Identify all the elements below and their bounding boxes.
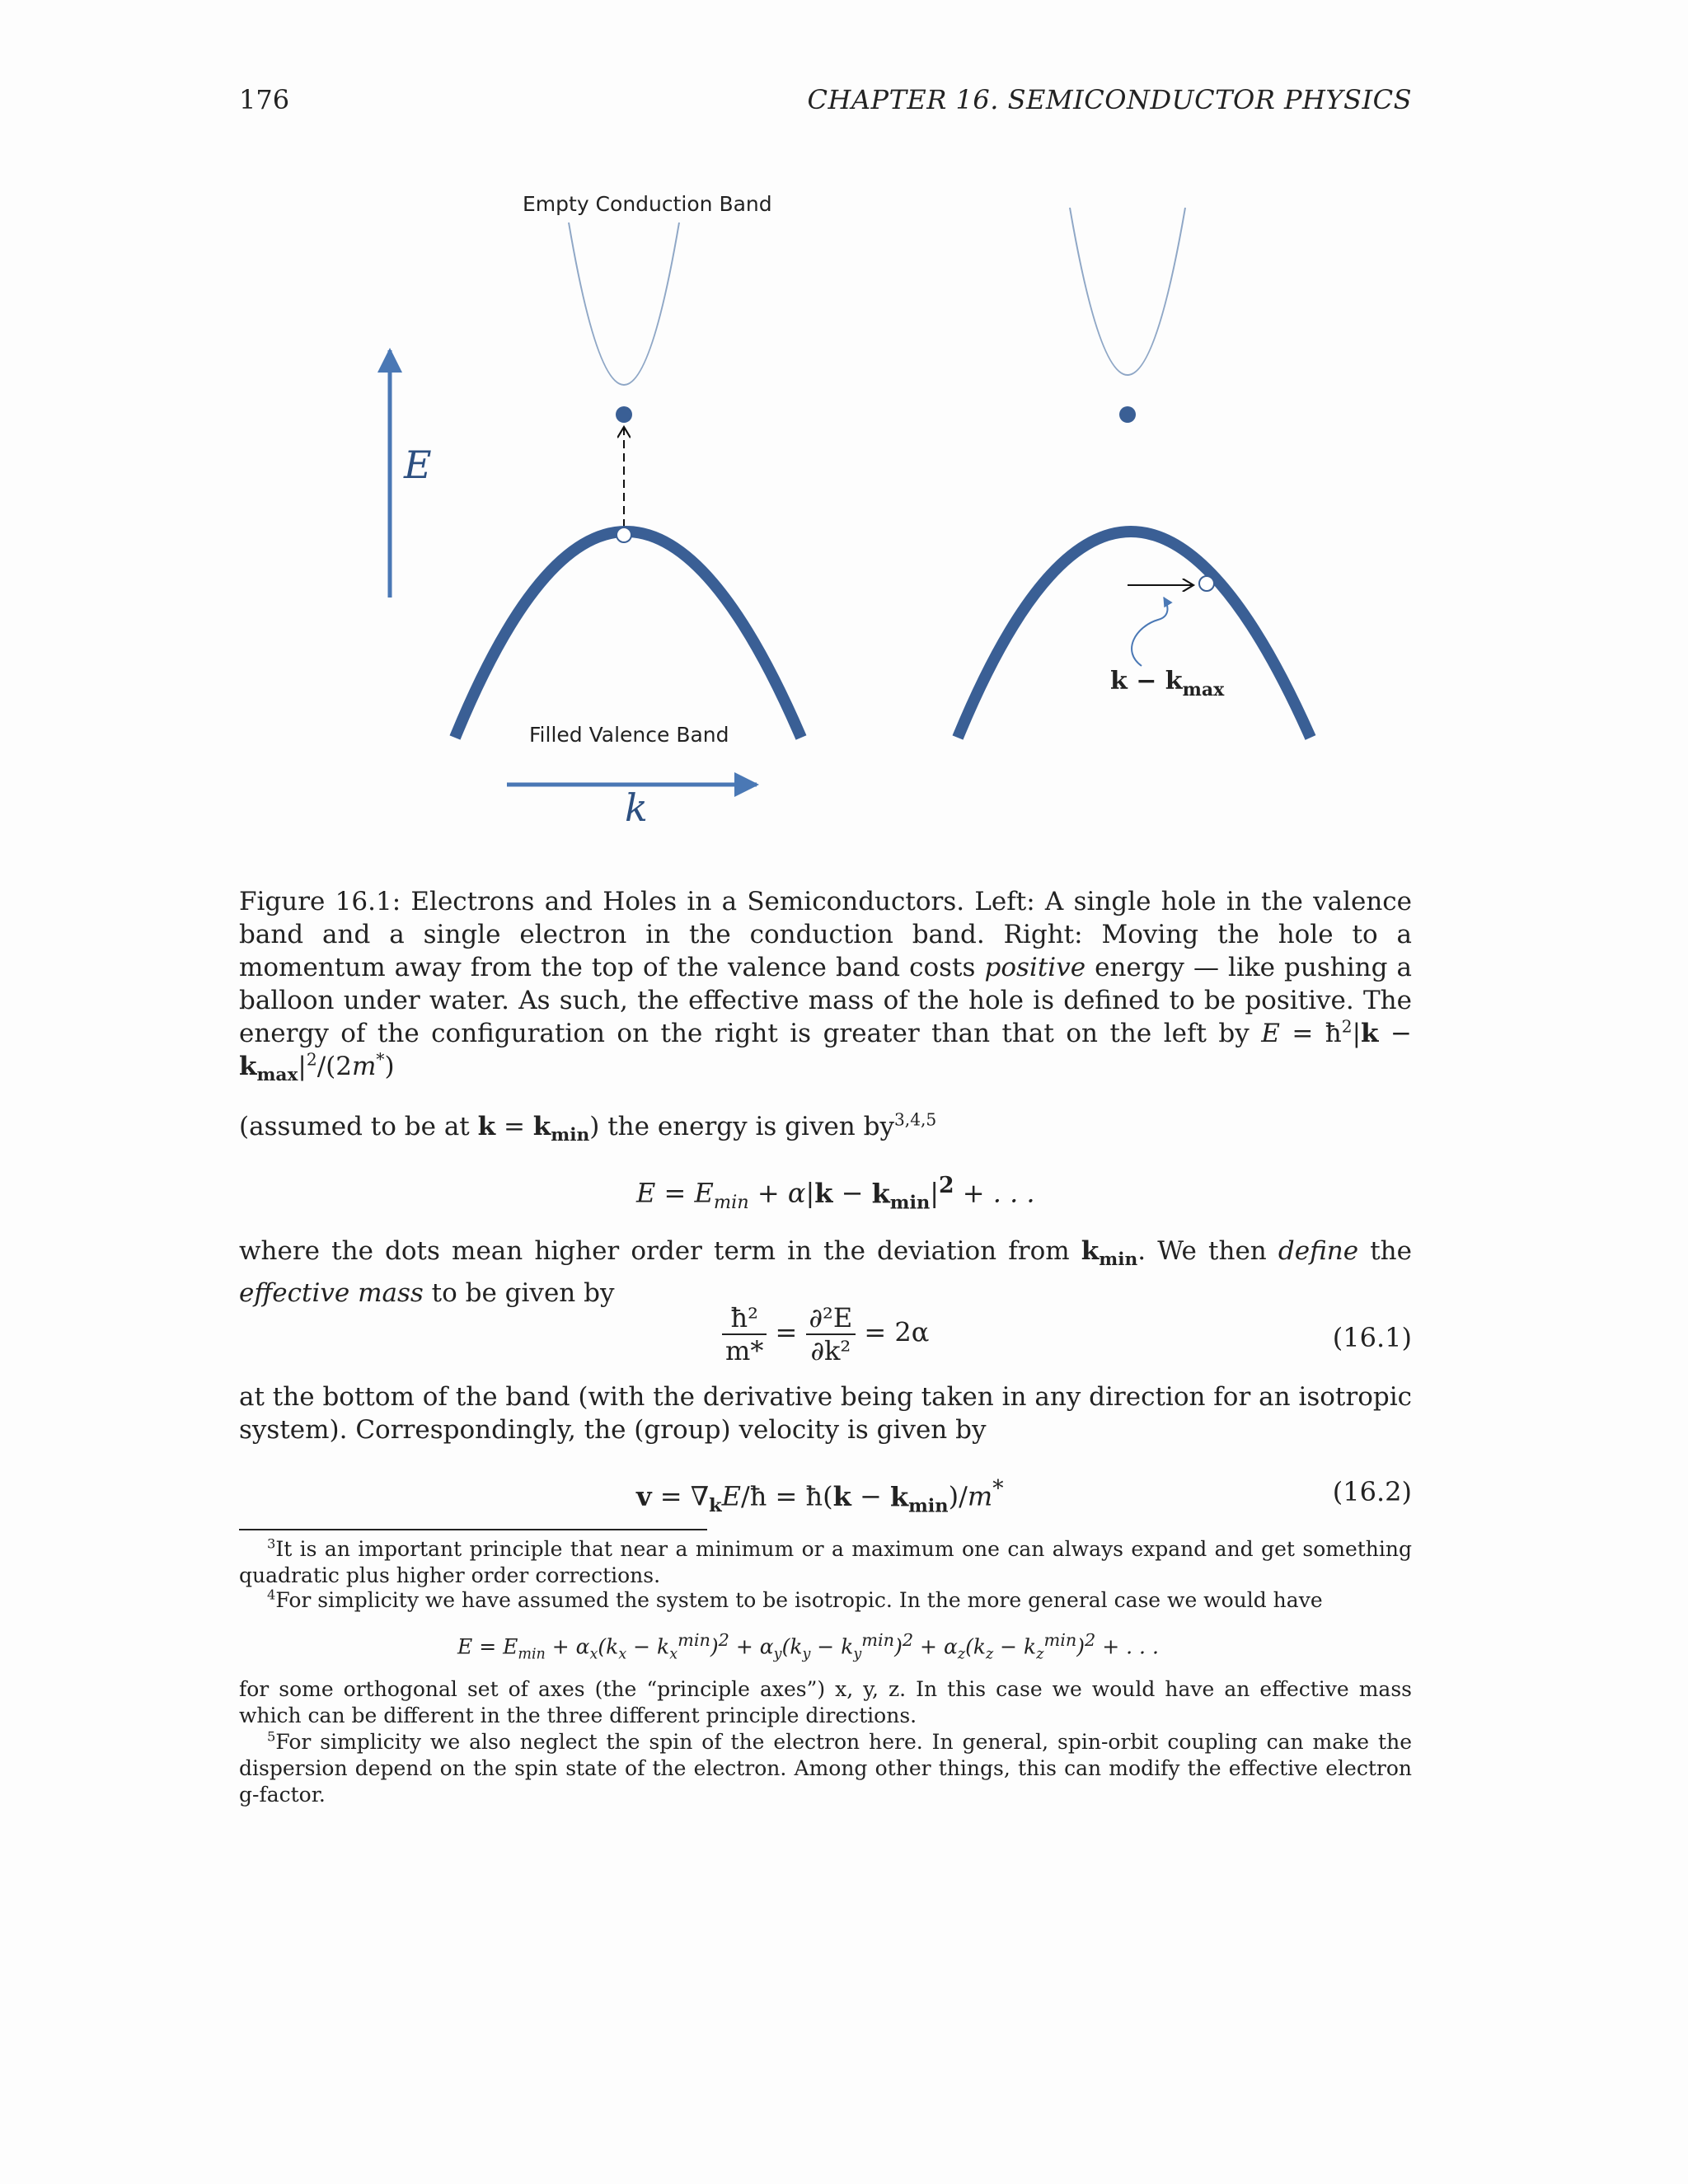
valence-band-label: Filled Valence Band <box>529 723 729 747</box>
figure-caption: Figure 16.1: Electrons and Holes in a Semiconductors. Left: A single hole in the valence band and a single electron in the conduction band. Right: Moving the hole to a momentum away from the top of the valence band costs positive energy — like pushing a balloon under water. As such, the effective mass of the hole is defined to be positive. The energy of the configuration on the right is greater than that on the left by $E = ħ^2|k - k_{max}|^2/(2m^*)$ <box>239 887 1412 1086</box>
equation-number-16-2: (16.2) <box>1332 1476 1412 1507</box>
footnote-rule <box>239 1529 707 1530</box>
k-minus-kmax-label: $k - k_{max}$ <box>1110 667 1225 701</box>
electron-dot-right <box>1119 406 1136 423</box>
momentum-axis-label: k <box>625 785 648 830</box>
conduction-band-label: Empty Conduction Band <box>523 192 772 216</box>
conduction-band-curve-right <box>1070 208 1185 375</box>
energy-expansion-equation: $E = E_{min} + \alpha|k - k_{min}|^2$ + . . . <box>636 1173 1035 1214</box>
footnote-4-equation: $E = E_{min} + \alpha_x(k_x - k_x^{min})^2 + \alpha_y(k_y - k_y^{min})^2 + \alpha_z(k_z - k_z^{min})^2$ + . . . <box>457 1630 1159 1663</box>
energy-axis-label: E <box>404 443 432 487</box>
valence-band-curve-right <box>958 532 1311 738</box>
footnote-4: $^4$For simplicity we have assumed the system to be isotropic. In the more general case we would have <box>267 1586 1323 1612</box>
footnote-3: $^3$It is an important principle that near a minimum or a maximum one can always expand and get something quadratic plus higher order corrections. <box>239 1535 1412 1587</box>
effective-mass-definition-text: where the dots mean higher order term in the deviation from $k_{min}$. We then define the effective mass to be given by <box>239 1236 1412 1309</box>
electron-dot-left <box>616 406 632 423</box>
shift-pointer-arrow <box>1132 598 1167 666</box>
intro-line: (assumed to be at $k = k_{min}$) the energy is given by$^{3,4,5}$ <box>239 1109 937 1146</box>
equation-16-1: $\frac{\text{ħ²}}{m*}$ = $\frac{\text{∂²E}}{\text{∂k²}}$ = 2α <box>722 1302 929 1366</box>
valence-band-curve-left <box>455 532 801 738</box>
hole-dot-right <box>1199 576 1214 591</box>
band-diagram-figure <box>0 0 1688 849</box>
footnote-5: $^5$For simplicity we also neglect the spin of the electron here. In general, spin-orbit coupling can make the dispersion depend on the spin state of the electron. Among other things, this can modify the effective electron g-factor. <box>239 1728 1412 1807</box>
chapter-title: CHAPTER 16. SEMICONDUCTOR PHYSICS <box>807 84 1412 115</box>
equation-16-2: $v = \nabla_kE/ħ$ = ħ(k − $k_{min})/m^*$ <box>636 1476 1004 1517</box>
page-number: 176 <box>239 84 290 115</box>
conduction-band-curve-left <box>569 223 679 385</box>
footnote-4-continued: for some orthogonal set of axes (the “principle axes”) x, y, z. In this case we would have an effective mass which can be different in the three different principle directions. <box>239 1677 1412 1727</box>
hole-dot-left <box>617 527 631 542</box>
equation-number-16-1: (16.1) <box>1332 1322 1412 1353</box>
caption-formula: $E = ħ^2|k - k_{max}|^2/(2m^*)$ <box>239 1016 1412 1086</box>
velocity-intro-text: at the bottom of the band (with the derivative being taken in any direction for an isotropic system). Correspondingly, the (group) velocity is given by <box>239 1382 1412 1445</box>
